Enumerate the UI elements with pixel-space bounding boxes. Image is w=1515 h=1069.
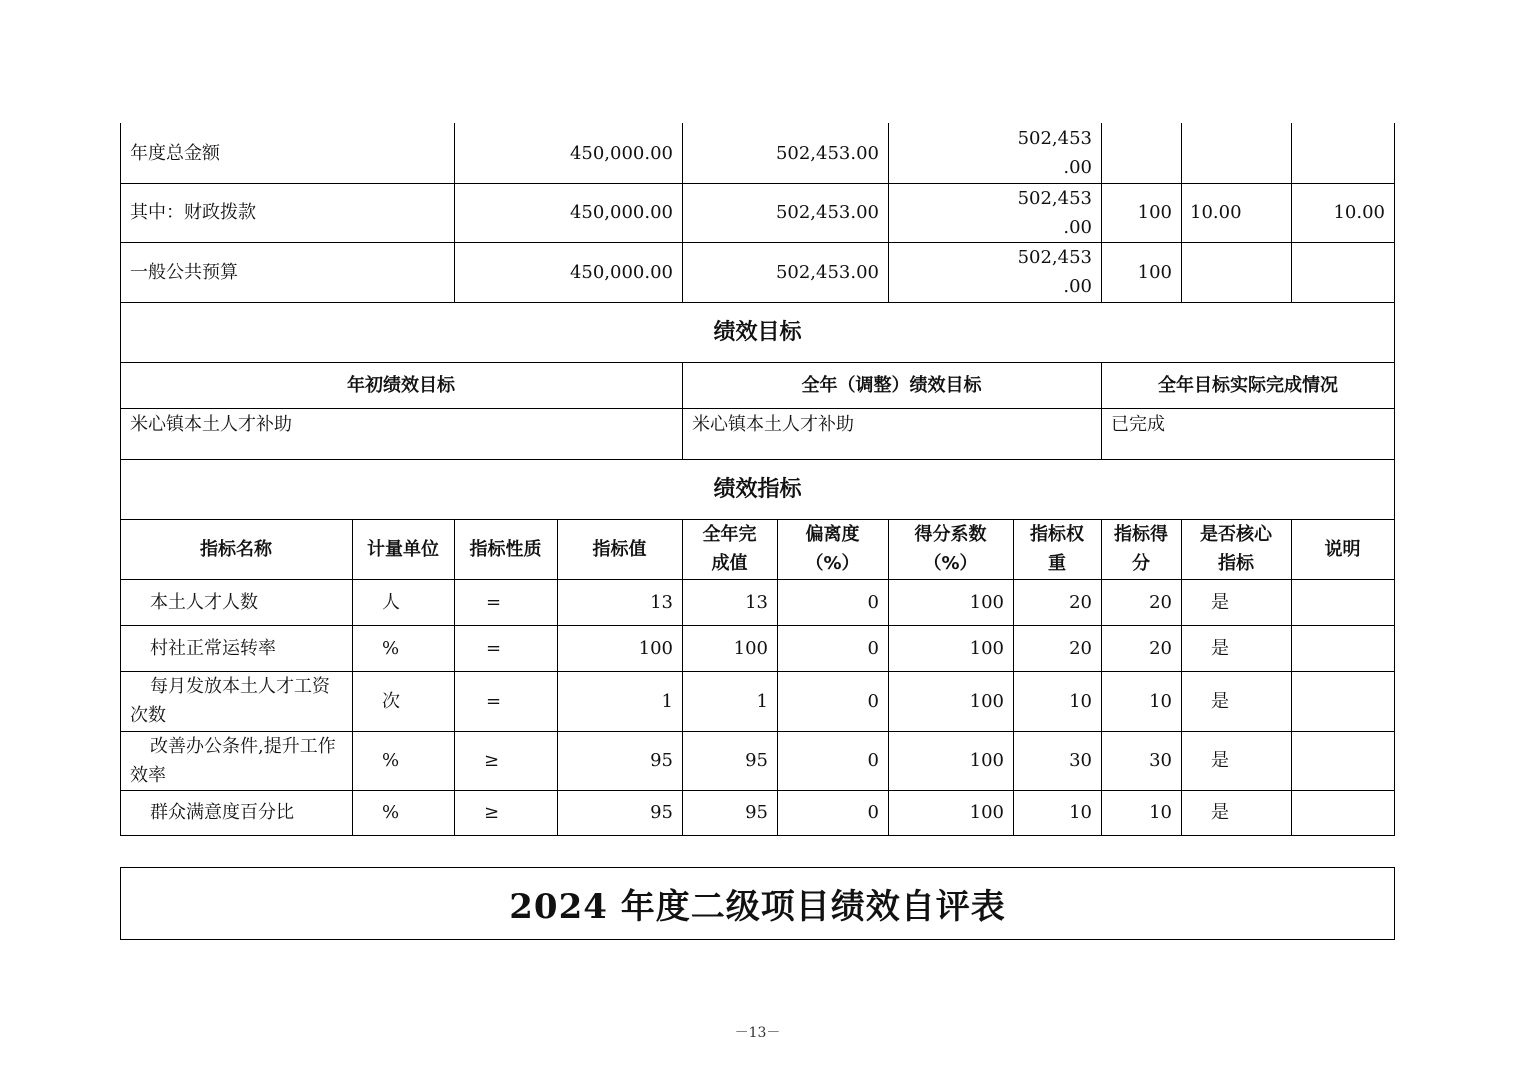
- page-number: －13－: [734, 1025, 781, 1041]
- fund-rate: 100: [1137, 261, 1172, 283]
- indicator-score: 10: [1149, 690, 1172, 712]
- indicator-name: [120, 671, 352, 731]
- col-header-done-line1: 全年完: [702, 524, 757, 545]
- section-title: 绩效指标: [713, 476, 802, 502]
- indicator-done: 95: [745, 750, 768, 771]
- fund-executed-part1: 502,453: [1017, 128, 1092, 149]
- goal-actual-value: 已完成: [1111, 414, 1165, 435]
- fund-executed-part2: .00: [1063, 216, 1092, 238]
- fund-executed: [888, 123, 1101, 183]
- indicator-weight: 30: [1069, 750, 1092, 771]
- indicator-deviation: 0: [867, 750, 879, 771]
- indicator-name-text: 每月发放本土人才工资次数: [130, 676, 330, 726]
- indicator-done: 13: [745, 591, 768, 613]
- fund-budget: 450,000.00: [569, 142, 673, 164]
- indicator-note: [1291, 790, 1394, 835]
- goal-header-actual: 全年目标实际完成情况: [1158, 374, 1338, 396]
- fund-score: [1291, 242, 1394, 302]
- fund-name: 年度总金额: [130, 142, 220, 164]
- section-title: 绩效目标: [713, 319, 802, 345]
- indicator-core: 是: [1211, 802, 1229, 823]
- indicator-deviation: 0: [867, 637, 879, 659]
- indicator-note: [1291, 731, 1394, 790]
- indicator-done: 1: [756, 690, 768, 712]
- indicator-core: 是: [1211, 637, 1229, 659]
- indicator-deviation: 0: [867, 690, 879, 712]
- fund-executed-part2: .00: [1063, 276, 1092, 297]
- fund-executed-part2: .00: [1063, 157, 1092, 178]
- fund-rate: 100: [1137, 202, 1172, 223]
- fund-adjusted: 502,453.00: [775, 261, 879, 283]
- col-header-weight-line2: 重: [1048, 553, 1066, 574]
- indicator-note: [1291, 625, 1394, 671]
- indicator-name: 村社正常运转率: [150, 637, 276, 659]
- col-header-score: [1101, 519, 1181, 579]
- fund-executed: [888, 242, 1101, 302]
- fund-executed-part1: 502,453: [1017, 187, 1092, 209]
- indicator-coefficient: 100: [969, 637, 1004, 659]
- indicator-score: 20: [1149, 591, 1172, 613]
- indicator-nature: =: [486, 591, 502, 613]
- fund-budget: 450,000.00: [569, 261, 673, 283]
- col-header-done-line2: 成值: [711, 553, 748, 574]
- col-header-coefficient: [888, 519, 1013, 579]
- indicator-coefficient: 100: [969, 750, 1004, 771]
- indicator-nature: ≥: [484, 802, 500, 823]
- fund-adjusted: 502,453.00: [775, 142, 879, 164]
- col-header-done: [682, 519, 777, 579]
- indicator-value: 95: [650, 802, 673, 823]
- fund-score: [1291, 123, 1394, 183]
- indicator-core: 是: [1211, 690, 1229, 712]
- fund-executed-part1: 502,453: [1017, 247, 1092, 268]
- col-header-weight: [1013, 519, 1101, 579]
- indicator-note: [1291, 671, 1394, 731]
- col-header-value: 指标值: [592, 538, 647, 560]
- indicator-value: 13: [650, 591, 673, 613]
- indicator-note: [1291, 579, 1394, 625]
- indicator-nature: =: [486, 690, 502, 712]
- col-header-unit: 计量单位: [367, 538, 439, 560]
- col-header-note: 说明: [1324, 538, 1361, 560]
- col-header-core-line1: 是否核心: [1200, 524, 1272, 545]
- next-table-title: 2024 年度二级项目绩效自评表: [509, 887, 1006, 927]
- goal-header-adjusted: 全年（调整）绩效目标: [801, 374, 982, 396]
- indicator-core: 是: [1211, 750, 1229, 771]
- fund-executed: [888, 183, 1101, 242]
- fund-budget: 450,000.00: [569, 202, 673, 223]
- col-header-score-line1: 指标得: [1114, 524, 1168, 545]
- fund-score: 10.00: [1333, 202, 1385, 223]
- fund-name: 其中：财政拨款: [130, 202, 256, 223]
- col-header-name: 指标名称: [200, 538, 272, 560]
- indicator-value: 1: [661, 690, 673, 712]
- col-header-core: [1181, 519, 1291, 579]
- col-header-deviation: [777, 519, 888, 579]
- goal-initial-value: 米心镇本土人才补助: [130, 414, 292, 435]
- indicator-unit: %: [382, 750, 400, 771]
- col-header-core-line2: 指标: [1218, 553, 1254, 574]
- goal-adjusted-value: 米心镇本土人才补助: [692, 414, 854, 435]
- indicator-weight: 10: [1069, 802, 1092, 823]
- col-header-nature: 指标性质: [469, 538, 542, 560]
- col-header-weight-line1: 指标权: [1030, 524, 1084, 545]
- col-header-coefficient-line1: 得分系数: [914, 524, 987, 545]
- fund-name: 一般公共预算: [130, 261, 238, 283]
- fund-adjusted: 502,453.00: [775, 202, 879, 223]
- indicator-score: 20: [1149, 637, 1172, 659]
- next-table-title-box: [120, 867, 1395, 940]
- fund-rate: [1101, 123, 1181, 183]
- fund-weight: 10.00: [1190, 202, 1242, 223]
- col-header-deviation-line1: 偏离度: [805, 524, 860, 545]
- indicator-value: 100: [638, 637, 673, 659]
- indicator-unit: 人: [382, 591, 400, 613]
- indicator-coefficient: 100: [969, 591, 1004, 613]
- indicator-coefficient: 100: [969, 802, 1004, 823]
- indicator-name: 本土人才人数: [150, 591, 258, 613]
- indicator-name-text: 改善办公条件,提升工作效率: [130, 735, 336, 786]
- indicator-nature: ≥: [484, 750, 500, 771]
- indicator-score: 10: [1149, 802, 1172, 823]
- fund-weight: [1181, 123, 1291, 183]
- indicator-value: 95: [650, 750, 673, 771]
- indicator-unit: %: [382, 802, 400, 823]
- indicator-name: [120, 731, 352, 790]
- indicator-core: 是: [1211, 591, 1229, 613]
- indicator-deviation: 0: [867, 591, 879, 613]
- col-header-deviation-line2: （%）: [805, 553, 860, 574]
- indicator-weight: 20: [1069, 637, 1092, 659]
- indicator-coefficient: 100: [969, 690, 1004, 712]
- indicator-weight: 20: [1069, 591, 1092, 613]
- indicator-done: 100: [733, 637, 768, 659]
- indicator-score: 30: [1149, 750, 1172, 771]
- indicator-unit: 次: [382, 690, 400, 712]
- fund-weight: [1181, 242, 1291, 302]
- indicator-weight: 10: [1069, 690, 1092, 712]
- indicator-nature: =: [486, 637, 502, 659]
- goal-header-initial: 年初绩效目标: [347, 374, 455, 396]
- col-header-coefficient-line2: （%）: [923, 553, 978, 574]
- indicator-name: 群众满意度百分比: [150, 802, 294, 823]
- indicator-deviation: 0: [867, 802, 879, 823]
- indicator-unit: %: [382, 637, 400, 659]
- col-header-score-line2: 分: [1132, 553, 1150, 574]
- indicator-done: 95: [745, 802, 768, 823]
